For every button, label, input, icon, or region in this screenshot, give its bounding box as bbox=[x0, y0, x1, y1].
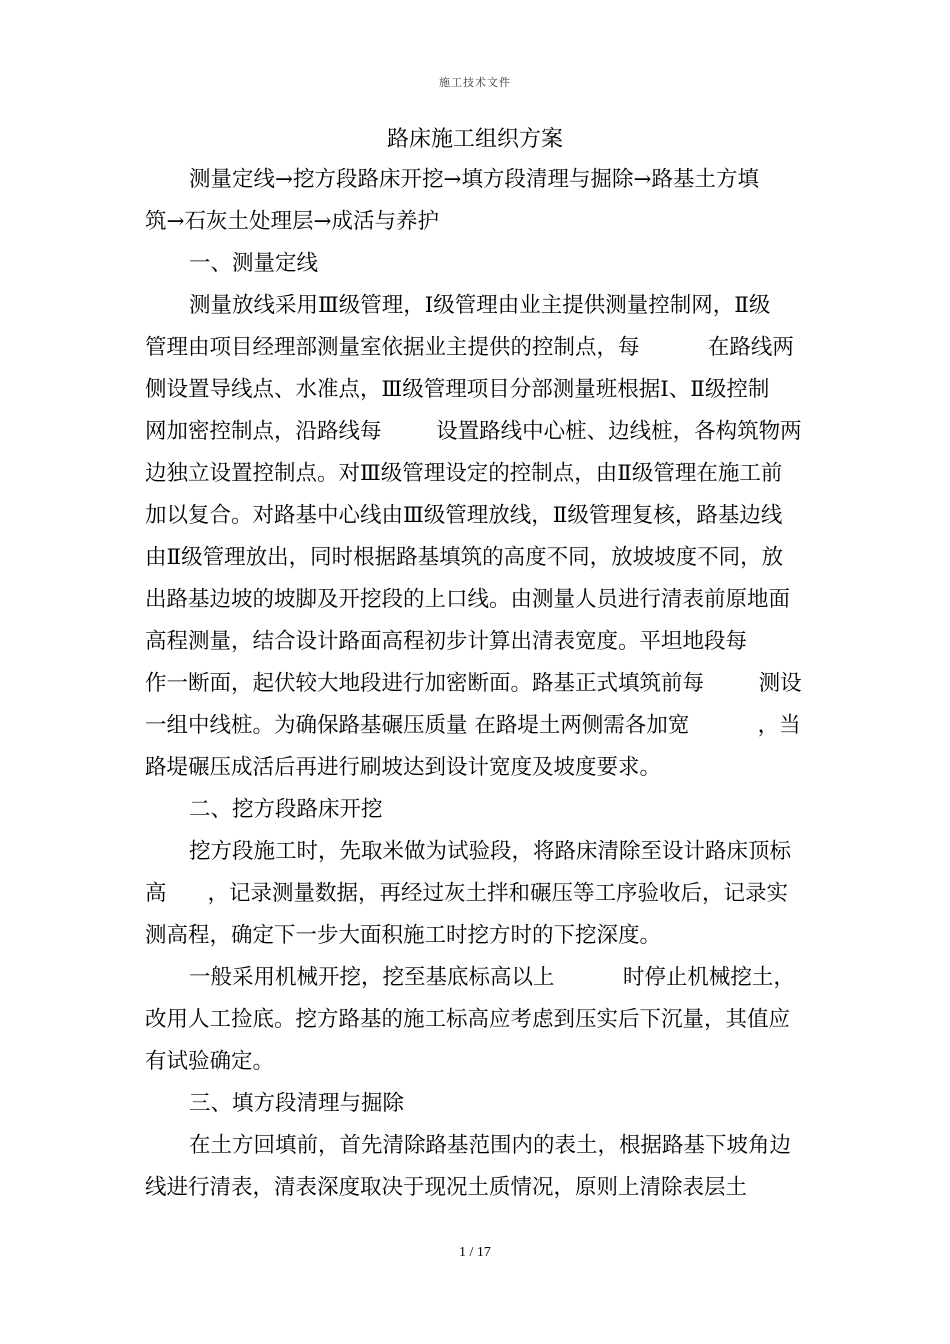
body-line: 边独立设置控制点。对Ⅲ级管理设定的控制点，由Ⅱ级管理在施工前 bbox=[145, 461, 783, 486]
body-line: 一组中线桩。为确保路基碾压质量 在路堤土两侧需各加宽 ，当 bbox=[145, 713, 801, 738]
body-line: 一般采用机械开挖，挖至基底标高以上 时停止机械挖土， bbox=[189, 965, 795, 990]
page-number: 1 / 17 bbox=[459, 1245, 491, 1260]
body-line: 改用人工捡底。挖方路基的施工标高应考虑到压实后下沉量，其值应 bbox=[145, 1007, 791, 1032]
section-heading: 三、填方段清理与掘除 bbox=[189, 1091, 405, 1116]
body-line: 高程测量，结合设计路面高程初步计算出清表宽度。平坦地段每 bbox=[145, 629, 748, 654]
body-line: 网加密控制点，沿路线每 设置路线中心桩、边线桩，各构筑物两 bbox=[145, 419, 802, 444]
body-line: 在土方回填前，首先清除路基范围内的表土，根据路基下坡角边 bbox=[189, 1133, 792, 1158]
document-title: 路床施工组织方案 bbox=[386, 127, 563, 152]
body-line: 侧设置导线点、水准点，Ⅲ级管理项目分部测量班根据Ⅰ、Ⅱ级控制 bbox=[145, 377, 770, 402]
body-line: 高 ，记录测量数据，再经过灰土拌和碾压等工序验收后，记录实 bbox=[145, 881, 789, 906]
body-line: 测量定线→挖方段路床开挖→填方段清理与掘除→路基土方填 bbox=[189, 167, 760, 192]
body-line: 挖方段施工时，先取米做为试验段，将路床清除至设计路床顶标 bbox=[189, 839, 792, 864]
body-line: 作一断面，起伏较大地段进行加密断面。路基正式填筑前每 测设 bbox=[145, 671, 802, 696]
body-line: 测量放线采用Ⅲ级管理，Ⅰ级管理由业主提供测量控制网，Ⅱ级 bbox=[189, 293, 771, 318]
body-line: 测高程，确定下一步大面积施工时挖方时的下挖深度。 bbox=[145, 923, 662, 948]
section-heading: 二、挖方段路床开挖 bbox=[189, 797, 383, 822]
body-line: 线进行清表，清表深度取决于现况土质情况，原则上清除表层土 bbox=[145, 1175, 748, 1200]
body-line: 有试验确定。 bbox=[145, 1049, 275, 1074]
body-line: 路堤碾压成活后再进行刷坡达到设计宽度及坡度要求。 bbox=[145, 755, 662, 780]
body-line: 筑→石灰土处理层→成活与养护 bbox=[145, 209, 440, 234]
page-header: 施工技术文件 bbox=[439, 76, 511, 89]
body-line: 出路基边坡的坡脚及开挖段的上口线。由测量人员进行清表前原地面 bbox=[145, 587, 791, 612]
body-line: 加以复合。对路基中心线由Ⅲ级管理放线，Ⅱ级管理复核，路基边线 bbox=[145, 503, 783, 528]
section-heading: 一、测量定线 bbox=[189, 251, 319, 276]
body-line: 管理由项目经理部测量室依据业主提供的控制点，每 在路线两 bbox=[145, 335, 794, 360]
body-line: 由Ⅱ级管理放出，同时根据路基填筑的高度不同，放坡坡度不同，放 bbox=[145, 545, 784, 570]
